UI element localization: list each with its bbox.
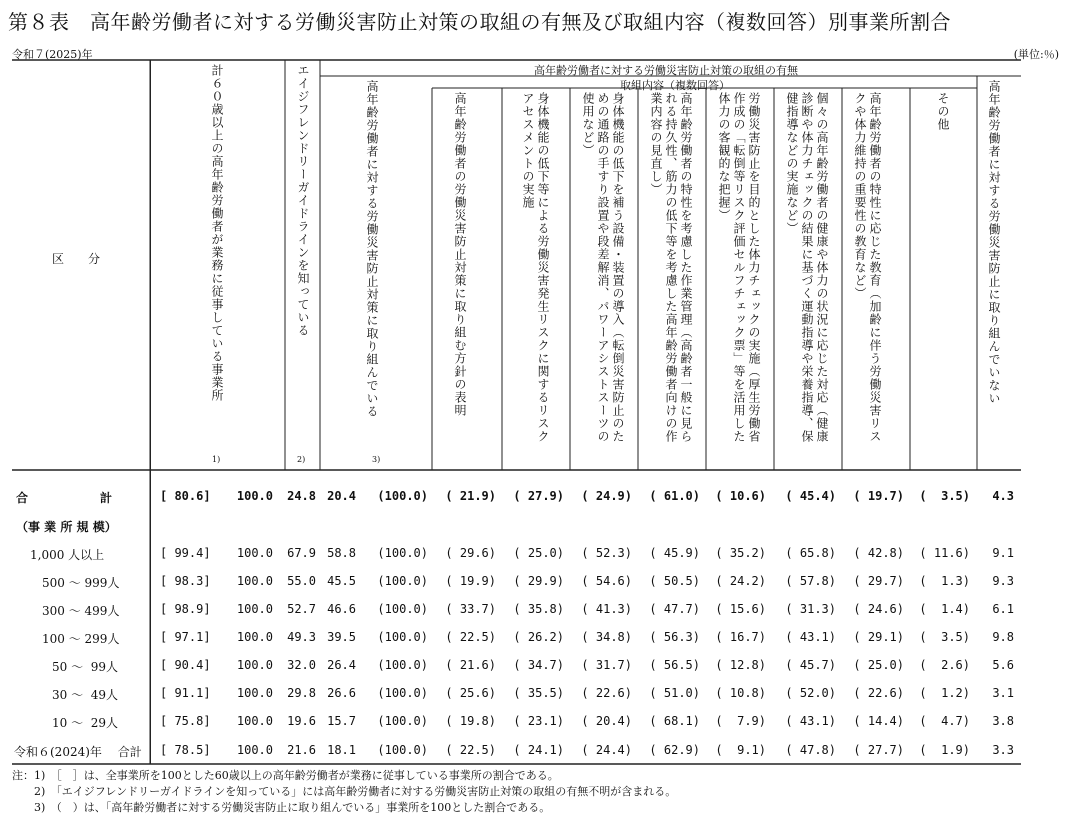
table-cell: [ 90.4] [160,658,211,672]
col-header-item-6: 個々の高年齢労働者の健康や体力の状況に応じた対応（健康診断や体力チェックの結果に基づく運動指導や栄養指導、保健指導などの実施など） [785,92,829,443]
table-cell: ( 47.7) [649,602,700,616]
table-cell: [ 97.1] [160,630,211,644]
footnote-1: 注：1) ［ ］は、全事業所を100とした60歳以上の高年齢労働者が業務に従事している事業所の割合である。 [12,769,559,782]
table-cell: [ 91.1] [160,686,211,700]
table-cell: ( 35.2) [715,546,766,560]
table-cell: 5.6 [992,658,1014,672]
col-header-guideline-ref: 2) [297,455,306,464]
table-cell: ( 14.4) [853,714,904,728]
table-cell: 20.4 [327,489,356,503]
table-cell: 29.8 [287,686,316,700]
row-label: 30 ～ 49人 [52,688,118,702]
table-cell: ( 43.1) [785,714,836,728]
table-cell: (100.0) [377,658,428,672]
row-label: （事 業 所 規 模） [16,520,117,534]
col-header-item-1: 高年齢労働者の労働災害防止対策に取り組む方針の表明 [453,92,467,417]
table-cell: [ 99.4] [160,546,211,560]
table-cell: ( 27.9) [513,489,564,503]
table-cell: ( 52.3) [581,546,632,560]
table-cell: ( 23.1) [513,714,564,728]
table-cell: ( 1.4) [919,602,970,616]
table-cell: 32.0 [287,658,316,672]
table-cell: ( 47.8) [785,743,836,757]
row-label: 1,000 人以上 [30,548,105,562]
table-cell: ( 35.5) [513,686,564,700]
table-cell: 100.0 [236,602,273,616]
table-cell: ( 61.0) [649,489,700,503]
table-cell: ( 22.6) [853,686,904,700]
table-cell: ( 45.7) [785,658,836,672]
table-cell: ( 25.0) [853,658,904,672]
table-cell: ( 45.4) [785,489,836,503]
table-cell: ( 10.8) [715,686,766,700]
table-cell: ( 34.7) [513,658,564,672]
table-cell: ( 22.6) [581,686,632,700]
table-cell: ( 24.4) [581,743,632,757]
table-cell: ( 11.6) [919,546,970,560]
table-cell: ( 1.2) [919,686,970,700]
table-cell: ( 10.6) [715,489,766,503]
col-header-item-3: 身体機能の低下を補う設備・装置の導入（転倒災害防止のための通路の手すり設置や段差解消、パワーアシストスーツの使用など） [581,92,625,443]
table-cell: 100.0 [236,630,273,644]
table-cell: ( 65.8) [785,546,836,560]
table-cell: ( 1.3) [919,574,970,588]
table-cell: (100.0) [377,602,428,616]
table-cell: 58.8 [327,546,356,560]
table-cell: 100.0 [236,546,273,560]
table-cell: 100.0 [236,743,273,757]
row-label: 300 ～ 499人 [42,604,120,618]
table-cell: ( 7.9) [715,714,766,728]
table-cell: ( 19.8) [445,714,496,728]
table-cell: ( 2.6) [919,658,970,672]
group-header-measures: 高年齢労働者に対する労働災害防止対策の取組の有無 [534,64,798,77]
table-cell: [ 98.9] [160,602,211,616]
table-cell: ( 57.8) [785,574,836,588]
table-cell: ( 31.7) [581,658,632,672]
table-cell: ( 26.2) [513,630,564,644]
table-cell: ( 25.6) [445,686,496,700]
table-cell: ( 15.6) [715,602,766,616]
row-label: 100 ～ 299人 [42,632,120,646]
table-cell: ( 27.7) [853,743,904,757]
table-cell: ( 24.1) [513,743,564,757]
survey-year: 令和７(2025)年 [12,48,93,61]
footnote-2: 2) 「エイジフレンドリーガイドラインを知っている」には高年齢労働者に対する労働災害防止対策の取組の有無不明が含まれる。 [12,785,677,798]
col-header-total-ref: 1) [212,455,221,464]
table-cell: 3.3 [992,743,1014,757]
table-cell: ( 3.5) [919,630,970,644]
table-cell: [ 80.6] [160,489,211,503]
table-cell: ( 51.0) [649,686,700,700]
table-cell: ( 22.5) [445,630,496,644]
row-label: 500 ～ 999人 [42,576,120,590]
table-cell: (100.0) [377,686,428,700]
table-cell: 19.6 [287,714,316,728]
table-cell: ( 24.2) [715,574,766,588]
table-cell: 67.9 [287,546,316,560]
table-cell: 39.5 [327,630,356,644]
table-cell: ( 25.0) [513,546,564,560]
table-cell: ( 22.5) [445,743,496,757]
col-header-doing: 高年齢労働者に対する労働災害防止対策に取り組んでいる [365,80,379,418]
table-cell: ( 16.7) [715,630,766,644]
table-cell: ( 34.8) [581,630,632,644]
footnote-3: 3) （ ）は、「高年齢労働者に対する労働災害防止に取り組んでいる」事業所を100とした割合である。 [12,801,551,814]
table-cell: ( 68.1) [649,714,700,728]
table-cell: (100.0) [377,489,428,503]
table-cell: ( 29.6) [445,546,496,560]
table-cell: ( 21.9) [445,489,496,503]
table-cell: ( 52.0) [785,686,836,700]
row-label: 合 計 [16,491,113,505]
table-cell: ( 19.7) [853,489,904,503]
table-cell: 4.3 [992,489,1014,503]
table-cell: ( 20.4) [581,714,632,728]
table-cell: 55.0 [287,574,316,588]
table-cell: ( 54.6) [581,574,632,588]
table-cell: [ 75.8] [160,714,211,728]
table-cell: 100.0 [236,714,273,728]
table-cell: ( 9.1) [715,743,766,757]
col-header-item-2: 身体機能の低下等による労働災害発生リスクに関するリスクアセスメントの実施 [521,92,550,443]
table-cell: 6.1 [992,602,1014,616]
table-cell: 9.8 [992,630,1014,644]
table-cell: ( 56.3) [649,630,700,644]
table-cell: ( 31.3) [785,602,836,616]
table-cell: 100.0 [236,658,273,672]
col-header-total: 計６０歳以上の高年齢労働者が業務に従事している事業所 [210,64,224,402]
table-cell: 45.5 [327,574,356,588]
table-cell: ( 29.1) [853,630,904,644]
group-header-items: 取組内容（複数回答） [620,79,730,92]
col-header-item-4: 高年齢労働者の特性を考慮した作業管理（高齢者一般に見られる持久性、筋力の低下等を考慮した高年齢労働者向けの作業内容の見直し） [649,92,693,443]
table-cell: 26.6 [327,686,356,700]
table-cell: 52.7 [287,602,316,616]
table-cell: ( 3.5) [919,489,970,503]
table-cell: ( 33.7) [445,602,496,616]
table-cell: ( 62.9) [649,743,700,757]
row-label: 50 ～ 99人 [52,660,118,674]
table-cell: [ 98.3] [160,574,211,588]
table-cell: [ 78.5] [160,743,211,757]
table-cell: 3.1 [992,686,1014,700]
table-cell: ( 42.8) [853,546,904,560]
table-cell: ( 35.8) [513,602,564,616]
col-header-doing-ref: 3) [372,455,381,464]
col-header-item-7: 高年齢労働者の特性に応じた教育（加齢に伴う労働災害リスクや体力維持の重要性の教育など） [853,92,882,443]
row-label: 10 ～ 29人 [52,716,118,730]
table-cell: 46.6 [327,602,356,616]
table-cell: (100.0) [377,630,428,644]
table-cell: 9.3 [992,574,1014,588]
table-cell: 100.0 [236,686,273,700]
table-cell: ( 19.9) [445,574,496,588]
table-cell: (100.0) [377,546,428,560]
table-cell: 100.0 [236,574,273,588]
table-cell: 21.6 [287,743,316,757]
table-cell: ( 29.7) [853,574,904,588]
table-cell: ( 45.9) [649,546,700,560]
table-cell: 49.3 [287,630,316,644]
table-cell: (100.0) [377,714,428,728]
table-cell: ( 21.6) [445,658,496,672]
table-cell: ( 1.9) [919,743,970,757]
col-header-item-5: 労働災害防止を目的とした体力チェックの実施（厚生労働省作成の「転倒等リスク評価セルフチェック票」等を活用した体力の客観的な把握） [717,92,761,443]
unit-label: (単位:％) [1013,48,1059,61]
table-cell: ( 24.9) [581,489,632,503]
table-cell: 9.1 [992,546,1014,560]
page-title: 第８表 高年齢労働者に対する労働災害防止対策の取組の有無及び取組内容（複数回答）別事業所割合 [8,10,951,34]
table-cell: ( 12.8) [715,658,766,672]
table-cell: 18.1 [327,743,356,757]
col-header-guideline: エイジフレンドリーガイドラインを知っている [296,64,310,337]
table-cell: (100.0) [377,574,428,588]
table-cell: 100.0 [236,489,273,503]
table-cell: ( 43.1) [785,630,836,644]
row-label: 令和６(2024)年 合計 [14,745,142,759]
table-cell: ( 56.5) [649,658,700,672]
table-cell: 24.8 [287,489,316,503]
table-cell: ( 41.3) [581,602,632,616]
table-cell: 26.4 [327,658,356,672]
table-cell: ( 4.7) [919,714,970,728]
category-header: 区 分 [52,252,101,266]
footnotes [12,768,676,816]
table-cell: 3.8 [992,714,1014,728]
col-header-item-8: その他 [936,92,950,131]
table-cell: (100.0) [377,743,428,757]
table-cell: 15.7 [327,714,356,728]
col-header-notdoing: 高年齢労働者に対する労働災害防止に取り組んでいない [987,80,1001,405]
table-cell: ( 29.9) [513,574,564,588]
table-cell: ( 50.5) [649,574,700,588]
table-cell: ( 24.6) [853,602,904,616]
